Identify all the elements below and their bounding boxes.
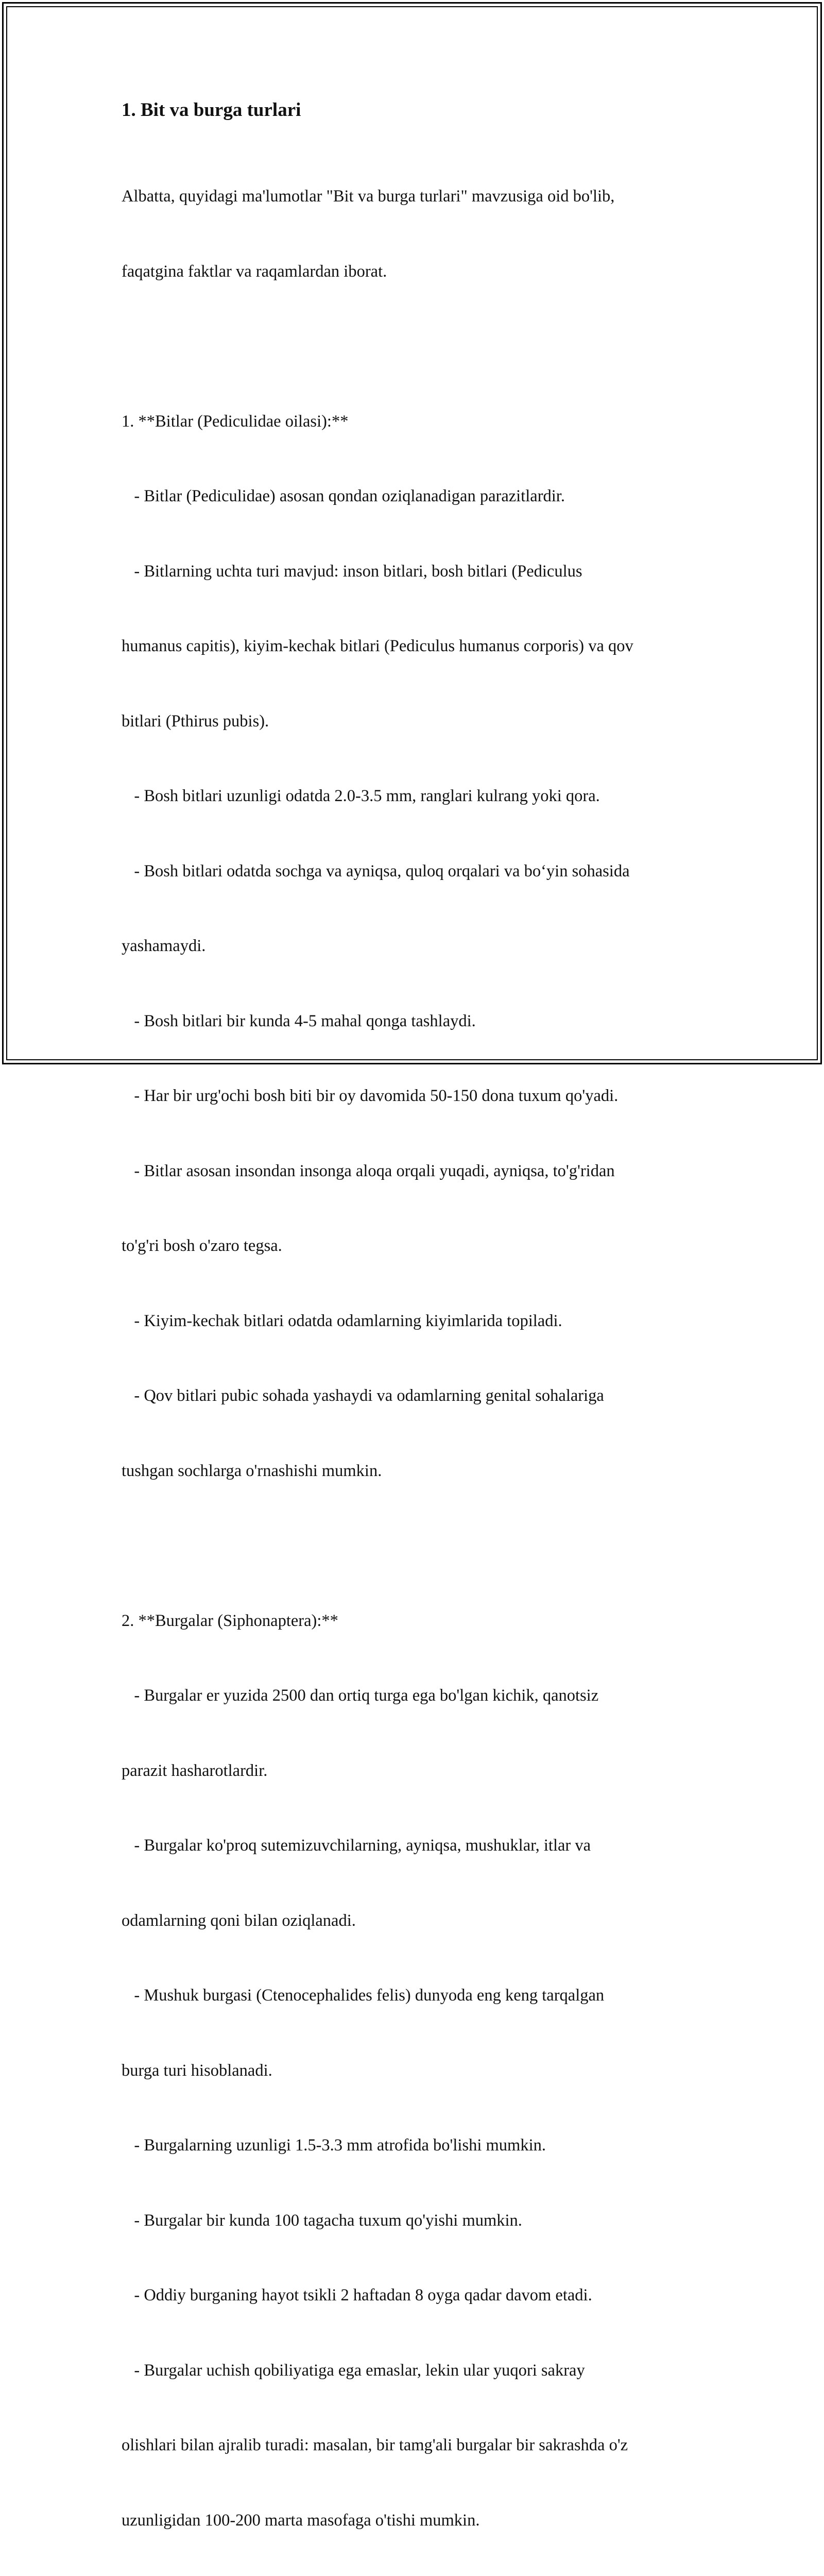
section-heading-bitlar: 1. **Bitlar (Pediculidae oilasi):** [122, 412, 349, 431]
text-line: - Burgalar ko'proq sutemizuvchilarning, ayniqsa, mushuklar, itlar va [122, 1836, 591, 1855]
text-line: - Oddiy burganing hayot tsikli 2 haftadan 8 oyga qadar davom etadi. [122, 2286, 592, 2304]
text-line: - Bitlar asosan insondan insonga aloqa orqali yuqadi, ayniqsa, to'g'ridan [122, 1161, 615, 1180]
text-line: - Bosh bitlari bir kunda 4-5 mahal qonga tashlaydi. [122, 1011, 476, 1030]
text-line: - Burgalar uchish qobiliyatiga ega emaslar, lekin ular yuqori sakray [122, 2361, 585, 2380]
text-line: uzunligidan 100-200 marta masofaga o'tishi mumkin. [122, 2511, 480, 2530]
document-text [122, 134, 719, 2576]
text-line: - Kiyim-kechak bitlari odatda odamlarning kiyimlarida topiladi. [122, 1311, 562, 1330]
text-line: - Burgalar bir kunda 100 tagacha tuxum qo'yishi mumkin. [122, 2211, 522, 2230]
text-line: - Bosh bitlari uzunligi odatda 2.0-3.5 mm, ranglari kulrang yoki qora. [122, 787, 600, 805]
document-body [122, 97, 719, 2576]
text-line: Albatta, quyidagi ma'lumotlar "Bit va burga turlari" mavzusiga oid bo'lib, [122, 187, 615, 206]
text-line: - Bosh bitlari odatda sochga va ayniqsa, quloq orqalari va bo‘yin sohasida [122, 861, 630, 880]
text-line: faqatgina faktlar va raqamlardan iborat. [122, 262, 387, 281]
text-line: - Mushuk burgasi (Ctenocephalides felis) dunyoda eng keng tarqalgan [122, 1986, 605, 2005]
text-line: - Bitlarning uchta turi mavjud: inson bitlari, bosh bitlari (Pediculus [122, 562, 582, 581]
text-line: odamlarning qoni bilan oziqlanadi. [122, 1911, 356, 1930]
text-line: humanus capitis), kiyim-kechak bitlari (Pediculus humanus corporis) va qov [122, 637, 633, 655]
section-heading-burgalar: 2. **Burgalar (Siphonaptera):** [122, 1611, 338, 1630]
text-line: olishlari bilan ajralib turadi: masalan, bir tamg'ali burgalar bir sakrashda o'z [122, 2436, 628, 2454]
text-line: - Har bir urg'ochi bosh biti bir oy davomida 50-150 dona tuxum qo'yadi. [122, 1087, 619, 1105]
text-line: bitlari (Pthirus pubis). [122, 711, 269, 731]
text-line: parazit hasharotlardir. [122, 1761, 268, 1780]
blank-line [122, 1533, 719, 1558]
text-line: tushgan sochlarga o'rnashishi mumkin. [122, 1461, 382, 1480]
document-title: 1. Bit va burga turlari [122, 99, 301, 121]
text-line: to'g'ri bosh o'zaro tegsa. [122, 1236, 282, 1255]
text-line: - Burgalarning uzunligi 1.5-3.3 mm atrofida bo'lishi mumkin. [122, 2136, 546, 2155]
text-line: burga turi hisoblanadi. [122, 2061, 272, 2080]
text-line: - Bitlar (Pediculidae) asosan qondan oziqlanadigan parazitlardir. [122, 487, 565, 505]
text-line: - Qov bitlari pubic sohada yashaydi va odamlarning genital sohalariga [122, 1386, 604, 1405]
text-line: - Burgalar er yuzida 2500 dan ortiq turga ega bo'lgan kichik, qanotsiz [122, 1686, 599, 1705]
blank-line [122, 334, 719, 359]
text-line: yashamaydi. [122, 937, 206, 955]
